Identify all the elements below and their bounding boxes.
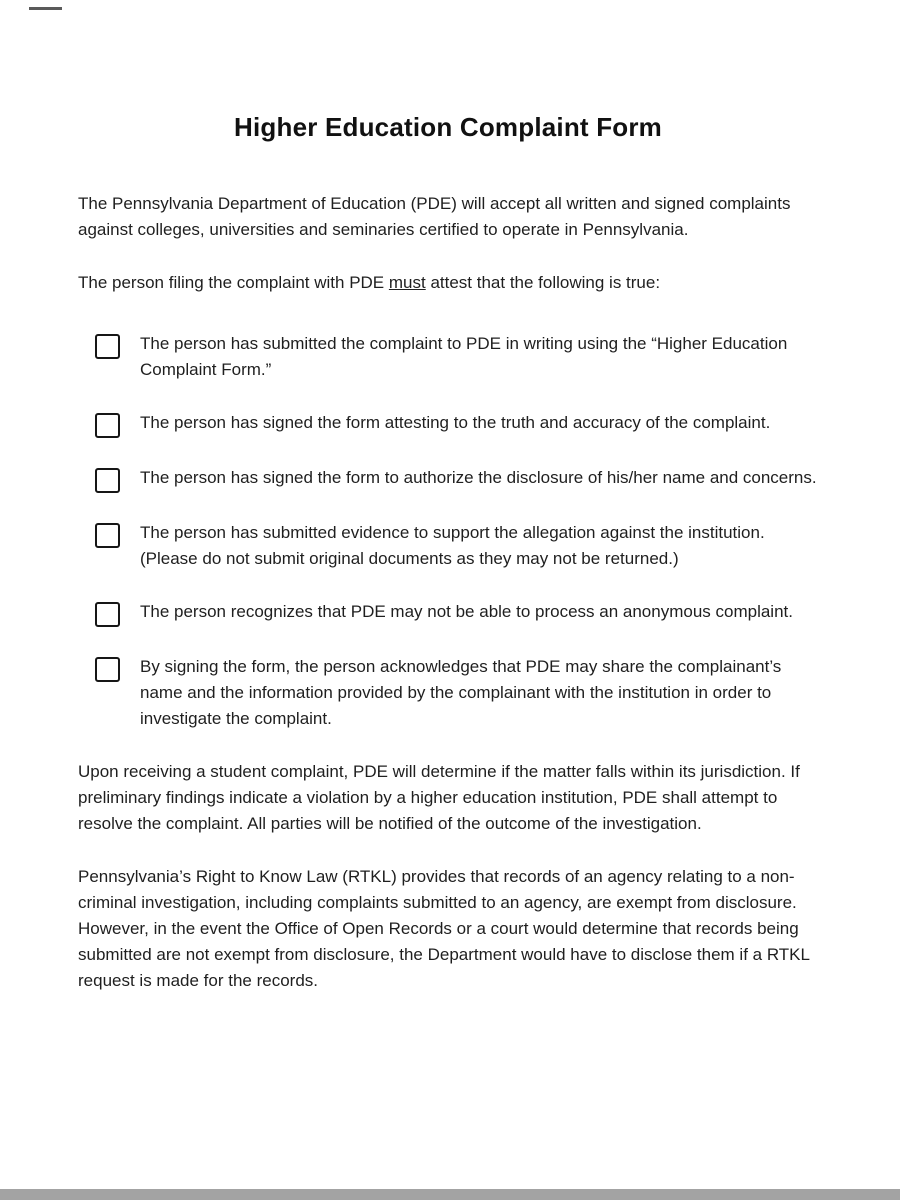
closing-paragraph-1: Upon receiving a student complaint, PDE will determine if the matter falls within its jurisdiction. If preliminary findings indicate a violation by a higher education institution, PDE shall attempt to resolve the complaint. All parties will be notified of the outcome of the investigation. — [78, 762, 800, 833]
checklist-item-text: The person has signed the form to authorize the disclosure of his/her name and concerns. — [140, 468, 817, 487]
checklist-item — [95, 331, 818, 383]
checkbox[interactable] — [95, 523, 120, 548]
closing-paragraph-2: Pennsylvania’s Right to Know Law (RTKL) provides that records of an agency relating to a non-criminal investigation, including complaints submitted to an agency, are exempt from disclosure. However, in the event the Office of Open Records or a court would determine that records being submitted are not exempt from disclosure, the Department would have to disclose them if a RTKL request is made for the records. — [78, 867, 810, 990]
checklist-item-text: By signing the form, the person acknowledges that PDE may share the complainant’s name and the information provided by the complainant with the institution in order to investigate the complaint. — [140, 657, 782, 728]
checklist-item — [95, 599, 818, 627]
attestation-checklist — [95, 323, 818, 732]
checklist-item — [95, 410, 818, 438]
checklist-item — [95, 520, 818, 572]
checkbox[interactable] — [95, 468, 120, 493]
checkbox[interactable] — [95, 334, 120, 359]
checkbox[interactable] — [95, 413, 120, 438]
intro-paragraph-2-before: The person filing the complaint with PDE — [78, 273, 389, 292]
checkbox[interactable] — [95, 602, 120, 627]
document-title: Higher Education Complaint Form — [234, 112, 662, 142]
checklist-item-text: The person has signed the form attesting to the truth and accuracy of the complaint. — [140, 413, 771, 432]
checklist-item-text: The person has submitted the complaint to PDE in writing using the “Higher Education Complaint Form.” — [140, 334, 788, 379]
checklist-item — [95, 465, 818, 493]
checkbox[interactable] — [95, 657, 120, 682]
scan-artifact-bottom-bar — [0, 1189, 900, 1200]
intro-paragraph-1: The Pennsylvania Department of Education (PDE) will accept all written and signed complaints against colleges, universities and seminaries certified to operate in Pennsylvania. — [78, 194, 791, 239]
checklist-item-text: The person recognizes that PDE may not be able to process an anonymous complaint. — [140, 602, 793, 621]
intro-paragraph-2 — [78, 270, 818, 296]
checklist-item-text: The person has submitted evidence to support the allegation against the institution. (Please do not submit original documents as they may not be returned.) — [140, 523, 765, 568]
underlined-word-must: must — [388, 273, 426, 292]
intro-paragraph-2-after: attest that the following is true: — [425, 273, 661, 292]
checklist-item — [95, 654, 818, 732]
